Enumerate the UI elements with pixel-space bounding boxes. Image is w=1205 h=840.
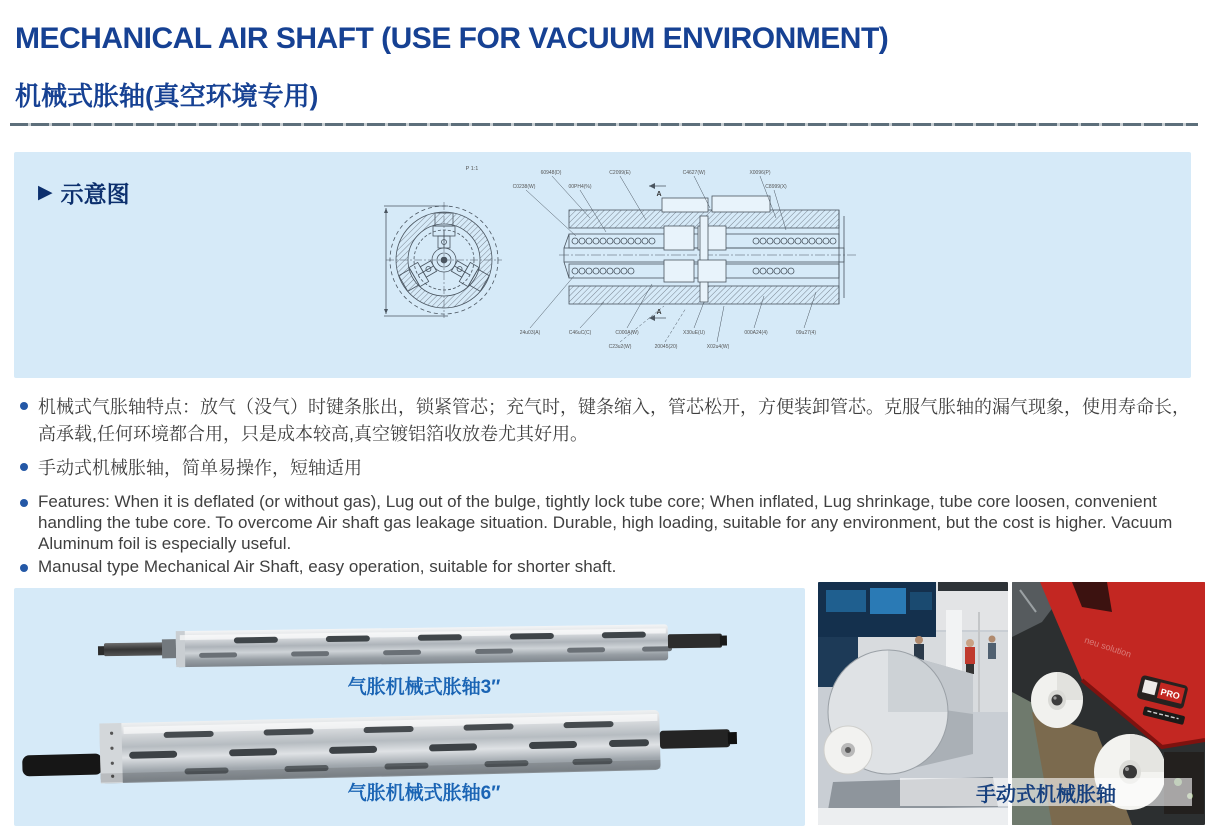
part-label: C4627(W) [682, 170, 706, 176]
film-roll-upper [1031, 672, 1083, 728]
part-label: 09u27(4) [795, 330, 817, 336]
feature-bullet-en-2 [16, 556, 1192, 577]
section-marker-a-bottom: A [656, 309, 662, 316]
shaft-journal-left [22, 754, 102, 777]
part-label: X0096(P) [749, 170, 771, 176]
part-label: C0238(W) [512, 184, 536, 190]
shaft-3inch-photo [54, 602, 754, 682]
part-label: X30uE(U) [683, 330, 705, 336]
bullet-text: Manusal type Mechanical Air Shaft, easy operation, suitable for shorter shaft. [38, 557, 617, 576]
part-label: 24u03(A) [519, 330, 541, 336]
bullet-text: 手动式机械胀轴，简单易操作，短轴适用 [38, 458, 362, 478]
section-arrow-bottom [649, 309, 666, 321]
part-label: C8999(X) [765, 184, 787, 190]
part-label: C46uC(C) [568, 330, 592, 336]
schematic-panel [14, 152, 1191, 378]
manual-shaft-caption [900, 778, 1192, 806]
bullet-dot-icon [20, 499, 28, 507]
bullet-dot-icon [20, 402, 28, 410]
feature-bullet-en-1 [16, 491, 1192, 554]
bullet-text: Features: When it is deflated (or without gas), Lug out of the bulge, tightly lock tube core; When inflated, Lug shrinkage, tube core loosen, convenient handling the tube core. To overcome Air shaft gas leakage situation. Durable, high loading, suitable for any environment, but the cost is higher. Vacuum Aluminum foil is especially useful. [38, 492, 1173, 553]
feature-bullet-zh-2 [16, 455, 1192, 482]
section-arrow-top [649, 183, 666, 198]
part-label: X02u4(W) [706, 344, 730, 350]
bullet-dot-icon [20, 463, 28, 471]
bullet-dot-icon [20, 564, 28, 572]
manual-shaft-caption-text: 手动式机械胀轴 [976, 783, 1116, 806]
shaft-journal-right [660, 729, 730, 749]
page-title-en: MECHANICAL AIR SHAFT (USE FOR VACUUM ENVIRONMENT) [15, 22, 889, 55]
badge-text: PRO [1159, 686, 1181, 702]
part-label: 000A24(4) [744, 330, 768, 336]
schematic-caption [38, 176, 130, 209]
part-label: 00PH4(%) [568, 184, 592, 190]
product-gallery-panel [14, 588, 805, 826]
drawing-end-view [384, 202, 502, 318]
shaft-journal-right [668, 634, 722, 649]
header-divider [10, 123, 1198, 126]
feature-bullet-zh-1 [16, 394, 1192, 448]
schematic-caption-label: 示意图 [60, 181, 130, 207]
shaft-3inch-label: 气胀机械式胀轴3″ [347, 677, 501, 698]
part-label: 60948(D) [540, 170, 562, 176]
drawing-section-view [526, 176, 856, 342]
drawing-scale-text: P 1:1 [465, 166, 479, 172]
part-label: C2099(E) [609, 170, 631, 176]
part-label: C000A(W) [615, 330, 639, 336]
shaft-6inch-label: 气胀机械式胀轴6″ [347, 783, 501, 804]
bullet-text: 机械式气胀轴特点：放气（没气）时键条胀出，锁紧管芯；充气时，键条缩入，管芯松开，方便装卸管芯。克服气胀轴的漏气现象，使用寿命长，高承载,任何环境都合用，只是成本较高,真空镀铝箔收放卷尤其好用。 [38, 397, 1190, 444]
shaft-collar [162, 639, 176, 658]
part-label: C23u2(W) [608, 344, 632, 350]
brand-text: neu solution [1083, 634, 1133, 660]
pointer-triangle-icon: ▶ [38, 182, 53, 203]
shaft-journal-left [104, 642, 164, 656]
page-title-zh: 机械式胀轴(真空环境专用) [15, 81, 319, 111]
part-label: 20045(20) [654, 344, 678, 350]
technical-drawing [364, 156, 884, 372]
section-marker-a-top: A [656, 191, 662, 198]
